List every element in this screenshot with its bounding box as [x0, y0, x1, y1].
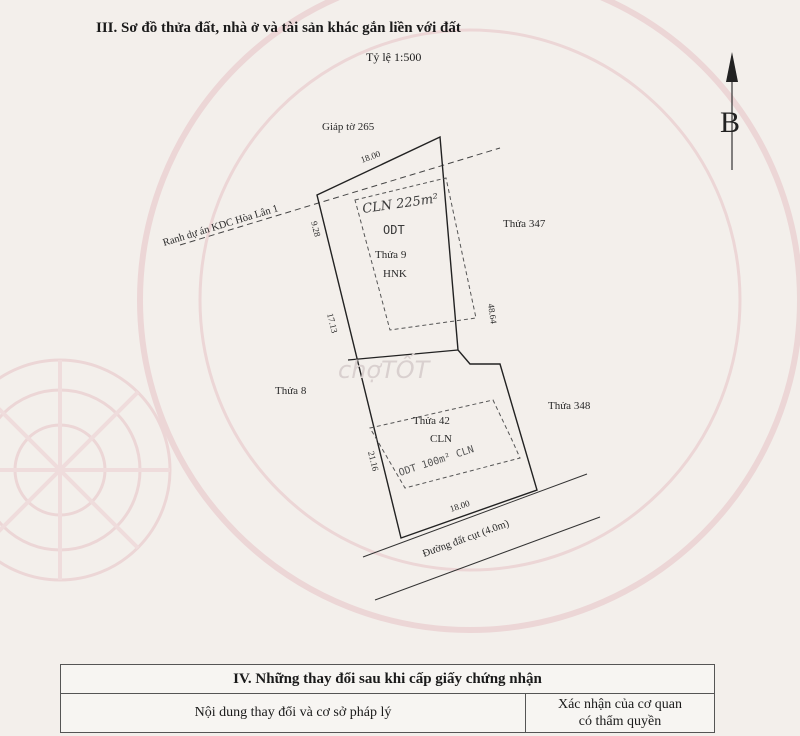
dim-left-middle: 17.13: [325, 312, 340, 335]
project-boundary-label: Ranh dự án KDC Hòa Lân 1: [161, 203, 280, 249]
dim-top-width: 18.00: [359, 148, 382, 165]
handwritten-area-note: CLN 225m²: [361, 191, 440, 217]
handwritten-odt-top: ODT: [383, 223, 405, 237]
dim-left-upper: 9.28: [309, 220, 323, 238]
road-label: Đường đất cụt (4.0m): [421, 518, 511, 560]
dim-left-lower: 21.16: [366, 450, 381, 473]
dim-right-long: 48.64: [486, 302, 499, 325]
road-edge-line: [363, 474, 587, 557]
section-title: III. Sơ đồ thửa đất, nhà ở và tài sản khác gắn liền với đất: [96, 20, 461, 36]
parcel-top-label: Thửa 9: [375, 249, 407, 261]
column-confirm-header: [526, 694, 715, 733]
neighbor-top-label: Giáp tờ 265: [322, 121, 375, 133]
parcel-bottom-use: CLN: [430, 433, 452, 445]
north-letter: B: [720, 106, 741, 139]
changes-table: [60, 664, 715, 733]
column-confirm-line2: có thẩm quyền: [578, 714, 662, 729]
column-content-header: Nội dung thay đổi và cơ sở pháp lý: [61, 694, 526, 733]
changes-table-title: IV. Những thay đổi sau khi cấp giấy chứng nhận: [61, 665, 715, 694]
handwritten-bottom-note: ODT 100m² CLN: [397, 444, 476, 479]
dim-bottom-width: 18.00: [448, 498, 471, 514]
neighbor-right-top-label: Thửa 347: [503, 218, 546, 230]
parcel-top-use: HNK: [383, 268, 407, 280]
parcel-bottom-label: Thửa 42: [413, 415, 450, 427]
neighbor-left-label: Thửa 8: [275, 385, 307, 397]
scale-label: Tỷ lệ 1:500: [366, 50, 422, 64]
project-boundary-line: [180, 148, 500, 245]
column-confirm-line1: Xác nhận của cơ quan: [557, 697, 682, 712]
neighbor-right-bottom-label: Thửa 348: [548, 400, 591, 412]
site-watermark: chợTỐT: [338, 356, 430, 384]
